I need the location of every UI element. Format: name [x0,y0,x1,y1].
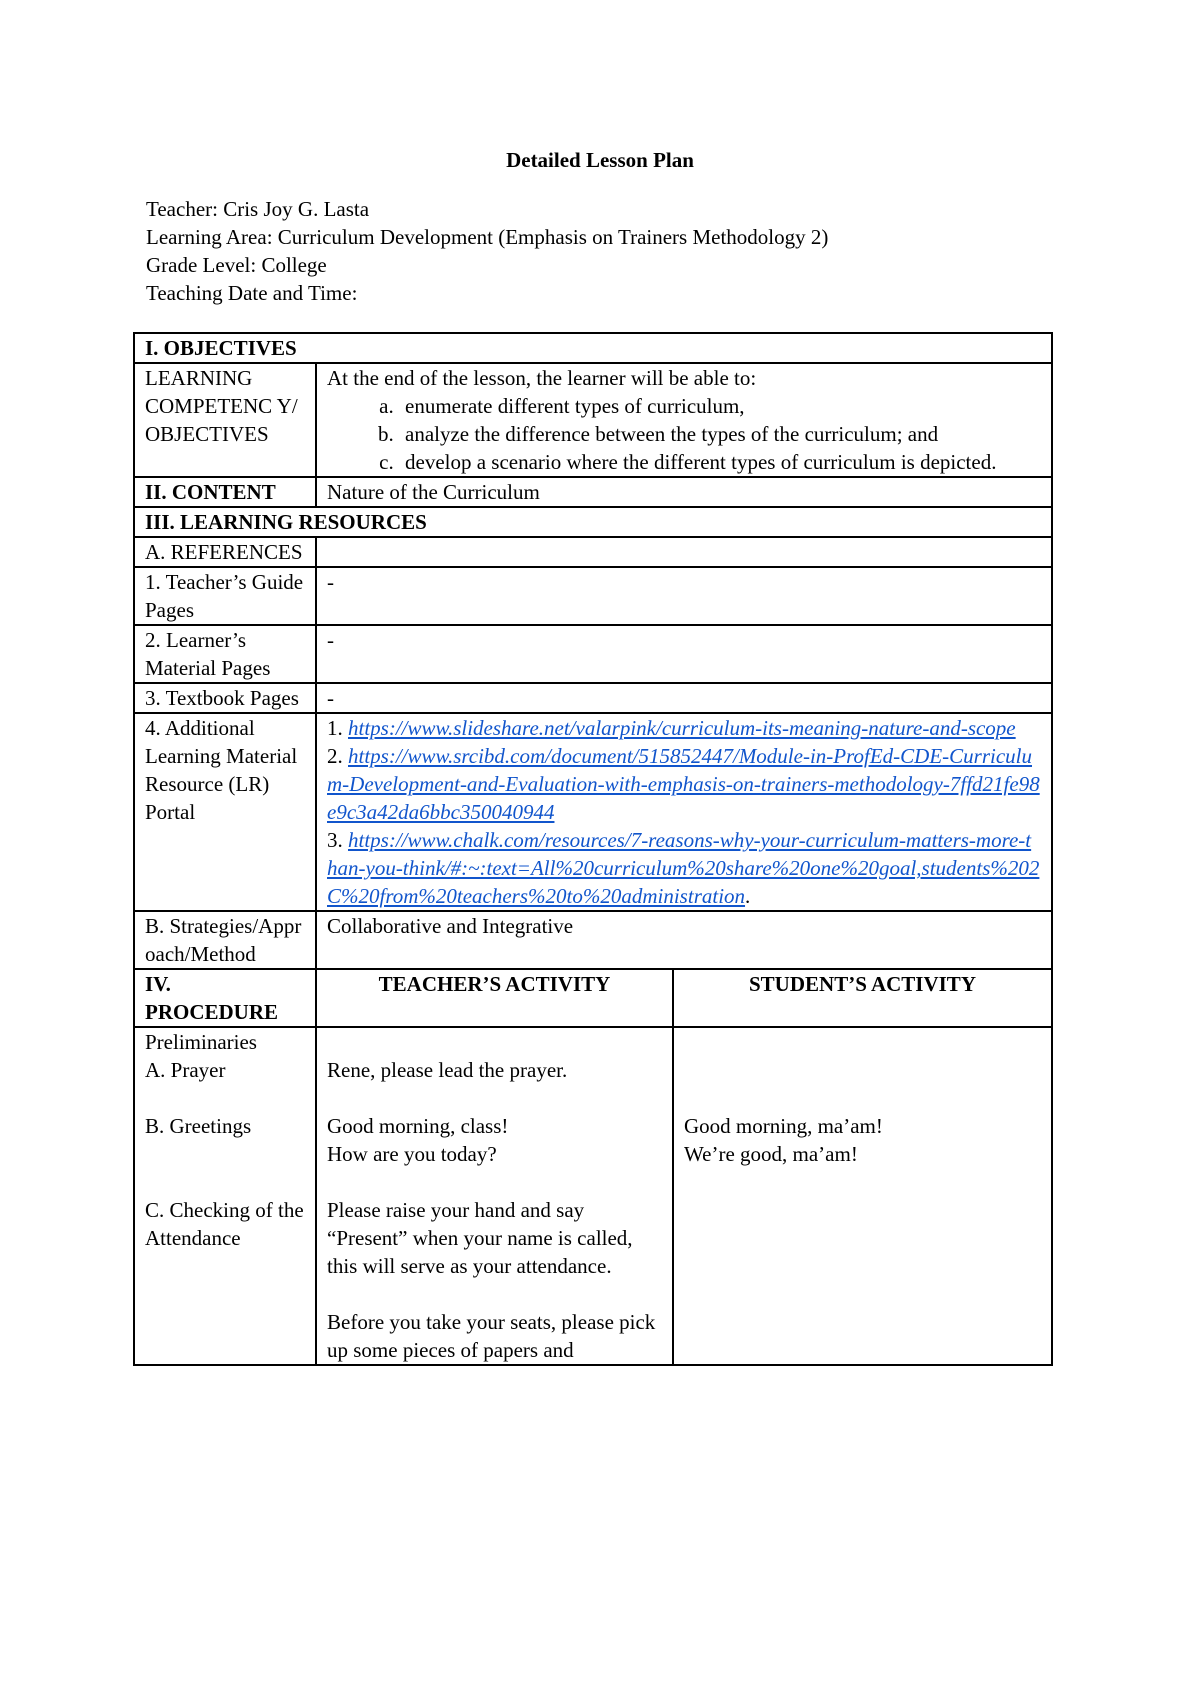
link-suffix: . [745,884,751,908]
objectives-row [134,363,1052,477]
strategies-value: Collaborative and Integrative [316,911,1052,969]
content-label: II. CONTENT [134,477,316,507]
strategies-label: B. Strategies/Approach/Method [134,911,316,969]
objectives-list [327,392,1041,476]
learners-material-label: 2. Learner’s Material Pages [134,625,316,683]
seats-teacher-text: Before you take your seats, please pick up some pieces of papers and [327,1310,656,1362]
page-title: Detailed Lesson Plan [506,148,694,172]
resource-link[interactable]: https://www.srcibd.com/document/515852447/Module-in-ProfEd-CDE-Curriculum-Development-and-Evaluation-with-emphasis-on-trainers-methodology-7ffd21fe98e9c3a42da6bbc350040944 [327,744,1040,824]
procedure-row [134,1027,1052,1365]
learners-material-value: - [316,625,1052,683]
textbook-label: 3. Textbook Pages [134,683,316,713]
student-activity-header: STUDENT’S ACTIVITY [673,969,1052,1027]
teachers-guide-row [134,567,1052,625]
prayer-label: A. Prayer [145,1058,226,1082]
learning-area-line: Learning Area: Curriculum Development (Emphasis on Trainers Methodology 2) [146,225,829,249]
objectives-header: I. OBJECTIVES [134,333,1052,363]
references-value [316,537,1052,567]
teachers-guide-value: - [316,567,1052,625]
greetings-label: B. Greetings [145,1114,252,1138]
link-number: 3. [327,828,348,852]
content-value: Nature of the Curriculum [316,477,1052,507]
procedure-steps [134,1027,316,1365]
additional-resources-row [134,713,1052,911]
references-label: A. REFERENCES [134,537,316,567]
lesson-info [146,195,828,307]
resource-link-item [327,742,1041,826]
content-row [134,477,1052,507]
greetings-student-text-1: Good morning, ma’am! [684,1114,883,1138]
resources-header: III. LEARNING RESOURCES [134,507,1052,537]
teacher-line: Teacher: Cris Joy G. Lasta [146,197,370,221]
learners-material-row [134,625,1052,683]
teaching-date-line: Teaching Date and Time: [146,281,358,305]
greetings-teacher-text-1: Good morning, class! [327,1114,509,1138]
objectives-header-row [134,333,1052,363]
link-number: 1. [327,716,348,740]
textbook-row [134,683,1052,713]
procedure-header-row [134,969,1052,1027]
resources-header-row [134,507,1052,537]
references-row [134,537,1052,567]
teacher-activity-header: TEACHER’S ACTIVITY [316,969,673,1027]
resource-link[interactable]: https://www.slideshare.net/valarpink/curriculum-its-meaning-nature-and-scope [348,716,1016,740]
prayer-teacher-text: Rene, please lead the prayer. [327,1058,568,1082]
objectives-cell [316,363,1052,477]
greetings-teacher-text-2: How are you today? [327,1142,497,1166]
textbook-value: - [316,683,1052,713]
attendance-label: C. Checking of the Attendance [145,1198,304,1250]
additional-resources-links [316,713,1052,911]
additional-resources-label: 4. Additional Learning Material Resource (LR) Portal [134,713,316,911]
objective-item: b. analyze the difference between the types of the curriculum; and [399,420,1041,448]
objectives-label: LEARNING COMPETENC Y/ OBJECTIVES [134,363,316,477]
resource-link-item [327,714,1041,742]
objective-item: a. enumerate different types of curriculum, [399,392,1041,420]
student-activity-cell [673,1027,1052,1365]
link-number: 2. [327,744,348,768]
lesson-plan-table [133,332,1053,1366]
teachers-guide-label: 1. Teacher’s Guide Pages [134,567,316,625]
greetings-student-text-2: We’re good, ma’am! [684,1142,858,1166]
attendance-teacher-text: Please raise your hand and say “Present” when your name is called, this will serve as your attendance. [327,1198,633,1278]
procedure-label: IV. PROCEDURE [134,969,316,1027]
teacher-activity-cell [316,1027,673,1365]
objective-item: c. develop a scenario where the different types of curriculum is depicted. [399,448,1041,476]
resource-link[interactable]: https://www.chalk.com/resources/7-reasons-why-your-curriculum-matters-more-than-you-think/#:~:text=All%20curriculum%20share%20one%20goal,students%202C%20from%20teachers%20to%20administration [327,828,1040,908]
strategies-row [134,911,1052,969]
preliminaries-label: Preliminaries [145,1030,257,1054]
resource-link-item [327,826,1041,910]
grade-level-line: Grade Level: College [146,253,327,277]
objectives-intro: At the end of the lesson, the learner will be able to: [327,366,757,390]
